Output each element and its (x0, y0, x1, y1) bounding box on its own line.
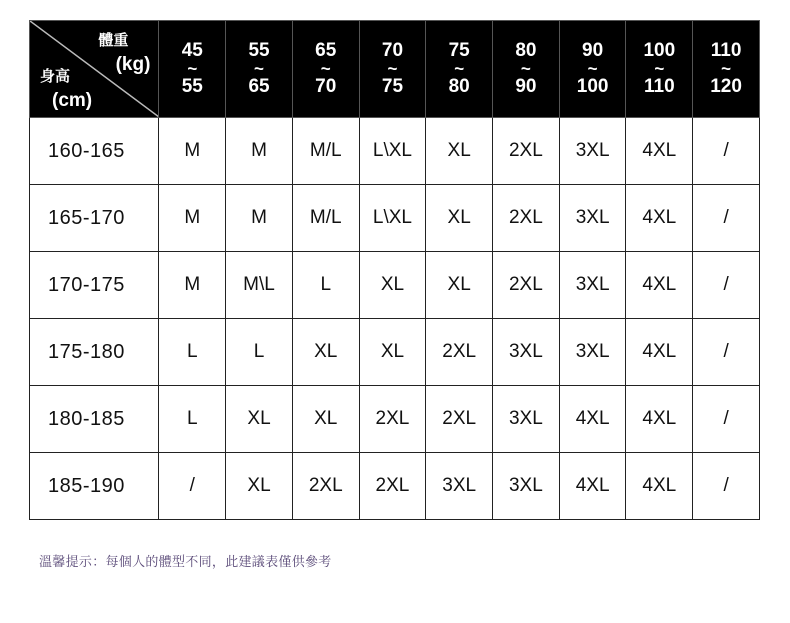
weight-range-from: 110 (710, 40, 742, 61)
weight-range-header (493, 21, 560, 118)
height-range-cell: 170-175 (30, 252, 159, 319)
height-range-cell: 160-165 (30, 118, 159, 185)
weight-label: 體重 (98, 32, 129, 49)
size-cell: / (693, 252, 760, 319)
size-cell: M (159, 185, 226, 252)
weight-range-to: 90 (515, 76, 537, 97)
size-cell: M (159, 252, 226, 319)
weight-range-header (292, 21, 359, 118)
table-row (30, 185, 760, 252)
size-cell: L (292, 252, 359, 319)
size-cell: 3XL (426, 453, 493, 520)
table-row (30, 386, 760, 453)
height-range-cell: 185-190 (30, 453, 159, 520)
weight-range-to: 55 (181, 76, 203, 97)
size-cell: 2XL (493, 118, 560, 185)
size-chart-table (29, 20, 760, 520)
weight-range-header (159, 21, 226, 118)
weight-range-to: 110 (644, 76, 675, 97)
weight-range-tilde: ~ (387, 59, 398, 78)
size-cell: / (159, 453, 226, 520)
weight-range-tilde: ~ (320, 59, 331, 78)
weight-range-tilde: ~ (254, 59, 264, 78)
height-range-cell: 180-185 (30, 386, 159, 453)
corner-header-cell (30, 21, 159, 118)
weight-range-tilde: ~ (454, 59, 465, 78)
size-cell: 2XL (493, 252, 560, 319)
size-cell: 2XL (292, 453, 359, 520)
size-cell: 2XL (359, 386, 426, 453)
size-cell: XL (292, 386, 359, 453)
height-range-cell: 175-180 (30, 319, 159, 386)
table-row (30, 252, 760, 319)
weight-range-to: 100 (576, 76, 609, 97)
weight-range-tilde: ~ (520, 59, 531, 78)
size-cell: 4XL (559, 453, 626, 520)
weight-range-to: 65 (248, 76, 270, 97)
size-cell: / (693, 453, 760, 520)
size-cell: 2XL (426, 386, 493, 453)
weight-range-to: 75 (381, 76, 404, 97)
weight-range-to: 80 (448, 76, 470, 97)
size-cell: M (226, 185, 293, 252)
weight-range-header (626, 21, 693, 118)
size-cell: 3XL (559, 319, 626, 386)
table-row (30, 319, 760, 386)
size-cell: 3XL (493, 319, 560, 386)
size-cell: XL (426, 252, 493, 319)
weight-range-tilde: ~ (721, 59, 732, 78)
header-row (30, 21, 760, 118)
size-cell: M (159, 118, 226, 185)
footer-note: 溫馨提示：每個人的體型不同，此建議表僅供參考 (39, 555, 332, 570)
weight-range-tilde: ~ (654, 59, 665, 78)
size-cell: 3XL (559, 118, 626, 185)
size-cell: 4XL (626, 453, 693, 520)
weight-range-header (226, 21, 293, 118)
size-cell: / (693, 185, 760, 252)
weight-range-header (693, 21, 760, 118)
size-cell: L (159, 319, 226, 386)
size-cell: XL (426, 185, 493, 252)
size-cell: L (159, 386, 226, 453)
size-cell: L\XL (359, 118, 426, 185)
weight-range-from: 75 (448, 40, 470, 61)
size-cell: 4XL (626, 319, 693, 386)
size-cell: XL (359, 319, 426, 386)
size-cell: 3XL (559, 252, 626, 319)
table-row (30, 118, 760, 185)
size-cell: XL (292, 319, 359, 386)
size-cell: 2XL (359, 453, 426, 520)
size-cell: 4XL (626, 185, 693, 252)
weight-range-from: 80 (515, 40, 537, 61)
weight-range-to: 70 (315, 76, 337, 97)
size-cell: L (226, 319, 293, 386)
size-cell: 4XL (559, 386, 626, 453)
size-cell: L\XL (359, 185, 426, 252)
size-cell: / (693, 386, 760, 453)
height-label: 身高 (40, 68, 71, 85)
height-unit: (cm) (52, 90, 93, 111)
weight-range-header (559, 21, 626, 118)
weight-range-from: 100 (643, 40, 676, 61)
size-cell: M\L (226, 252, 293, 319)
size-cell: 3XL (559, 185, 626, 252)
weight-range-tilde: ~ (187, 59, 198, 78)
size-cell: XL (226, 386, 293, 453)
weight-range-header (359, 21, 426, 118)
size-cell: / (693, 118, 760, 185)
weight-range-from: 65 (315, 40, 337, 61)
weight-range-from: 45 (181, 40, 203, 61)
weight-range-tilde: ~ (587, 59, 598, 78)
size-cell: XL (426, 118, 493, 185)
weight-range-header (426, 21, 493, 118)
size-cell: 2XL (493, 185, 560, 252)
size-cell: XL (359, 252, 426, 319)
weight-range-from: 90 (582, 40, 604, 61)
weight-unit: (kg) (115, 54, 151, 75)
table-row (30, 453, 760, 520)
weight-range-to: 120 (710, 76, 742, 97)
size-cell: / (693, 319, 760, 386)
size-cell: 3XL (493, 453, 560, 520)
table-body (30, 118, 760, 520)
size-cell: XL (226, 453, 293, 520)
size-cell: 4XL (626, 252, 693, 319)
size-cell: 4XL (626, 386, 693, 453)
weight-range-from: 55 (248, 40, 270, 61)
size-cell: 3XL (493, 386, 560, 453)
size-cell: M (226, 118, 293, 185)
size-cell: 2XL (426, 319, 493, 386)
size-cell: M/L (292, 118, 359, 185)
height-range-cell: 165-170 (30, 185, 159, 252)
size-cell: M/L (292, 185, 359, 252)
weight-range-from: 70 (381, 40, 404, 61)
size-cell: 4XL (626, 118, 693, 185)
